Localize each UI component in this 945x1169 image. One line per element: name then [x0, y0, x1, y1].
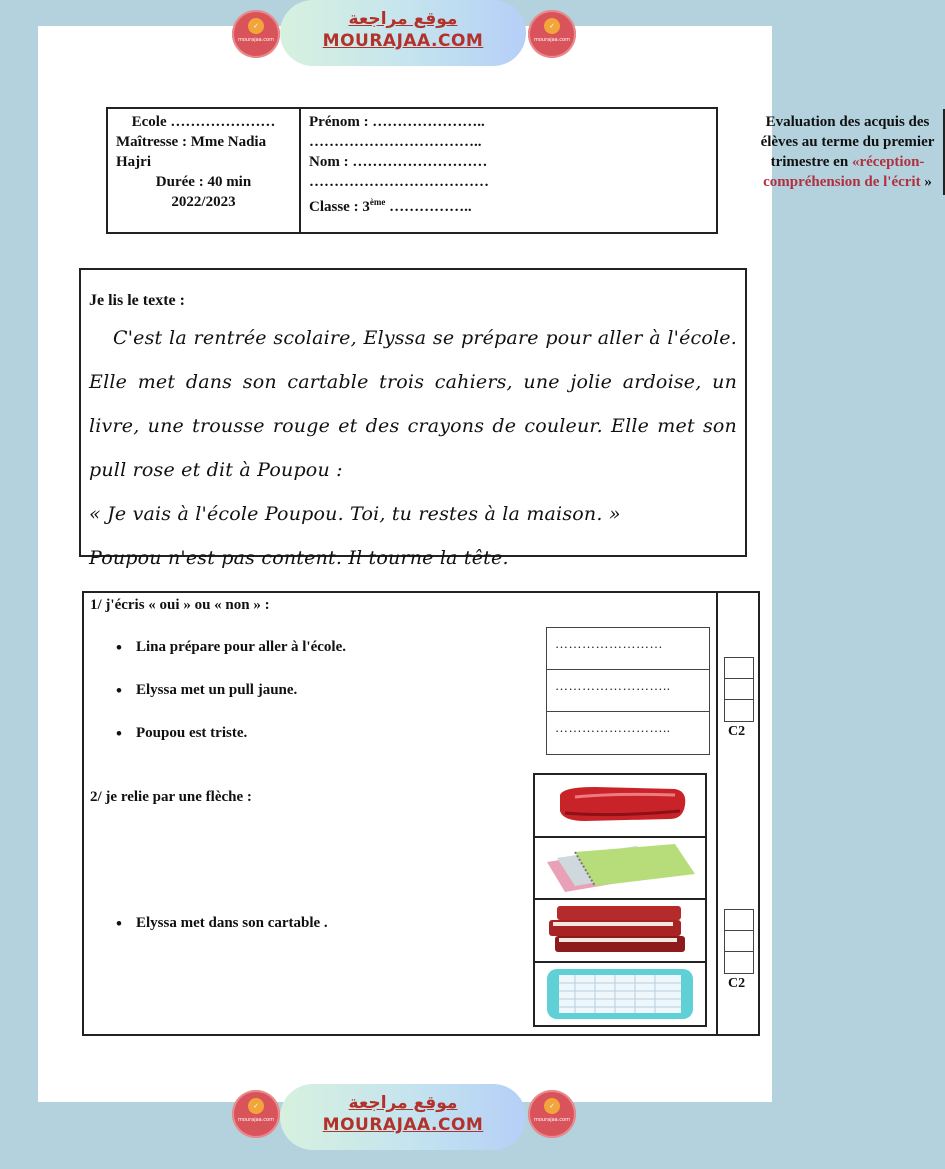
- site-banner-top[interactable]: [230, 0, 580, 72]
- answer-field-2[interactable]: ……………………..: [547, 670, 709, 712]
- reading-text-box: [79, 268, 747, 569]
- last-name-field[interactable]: Nom : ………………………: [309, 154, 488, 170]
- answer-boxes: [546, 627, 710, 755]
- statement-2: • Elyssa met un pull jaune.: [136, 682, 297, 699]
- class-field[interactable]: Classe : 3ème ……………..: [309, 197, 472, 215]
- matching-statement: • Elyssa met dans son cartable .: [136, 915, 328, 932]
- quote-close: »: [920, 174, 932, 190]
- criteria-divider: [716, 593, 718, 1034]
- paragraph-3: Poupou n'est pas content. Il tourne la tête.: [89, 547, 509, 569]
- teacher-name: Maîtresse : Mme Nadia Hajri: [116, 134, 267, 170]
- score-grid-2[interactable]: [724, 909, 754, 974]
- reading-text: [89, 316, 737, 580]
- site-link[interactable]: [280, 0, 526, 66]
- school-field: Ecole …………………: [131, 114, 276, 130]
- slate-image[interactable]: [535, 963, 705, 1026]
- evaluation-subject: réception-compréhension de l'écrit: [763, 154, 925, 190]
- exercise-box: [82, 591, 760, 1036]
- first-name-dots: ……………………………..: [309, 134, 482, 150]
- books-image[interactable]: [535, 900, 705, 963]
- school-info: [108, 109, 301, 232]
- score-grid-1[interactable]: [724, 657, 754, 722]
- site-name: MOURAJAA.COM: [322, 1115, 484, 1135]
- school-year: 2022/2023: [171, 194, 236, 210]
- site-name-arabic: موقع مراجعة: [348, 9, 458, 29]
- evaluation-text: Evaluation des acquis des élèves au terme du premier trimestre en: [760, 114, 935, 170]
- question-2: 2/ je relie par une flèche :: [90, 789, 252, 805]
- last-name-dots: ………………………………: [309, 174, 489, 190]
- answer-field-1[interactable]: ……………………: [547, 628, 709, 670]
- first-name-field[interactable]: Prénom : …………………..: [309, 114, 485, 130]
- site-logo-icon: ✓ mourajaa.com: [528, 10, 576, 58]
- site-logo-icon: ✓ mourajaa.com: [232, 10, 280, 58]
- paragraph-2: « Je vais à l'école Poupou. Toi, tu restes à la maison. »: [89, 503, 621, 525]
- quote-open: «: [851, 154, 860, 170]
- student-info: [301, 109, 716, 232]
- statement-1: • Lina prépare pour aller à l'école.: [136, 639, 346, 656]
- site-link[interactable]: [280, 1084, 526, 1150]
- criterion-label-1: C2: [728, 724, 746, 739]
- picture-column: [533, 773, 707, 1027]
- site-banner-bottom[interactable]: [230, 1080, 580, 1152]
- site-logo-icon: ✓ mourajaa.com: [528, 1090, 576, 1138]
- paragraph-1: C'est la rentrée scolaire, Elyssa se prépare pour aller à l'école. Elle met dans son cartable trois cahiers, une jolie ardoise, un livre, une trousse rouge et des crayons de couleur. Elle met son pull rose et dit à Poupou :: [89, 327, 737, 481]
- pencil-case-image[interactable]: [535, 775, 705, 838]
- duration: Durée : 40 min: [155, 174, 252, 190]
- question-1: 1/ j'écris « oui » ou « non » :: [90, 597, 270, 613]
- header-table: [106, 107, 935, 234]
- criterion-label-2: C2: [728, 976, 746, 991]
- site-name: MOURAJAA.COM: [322, 31, 484, 51]
- site-name-arabic: موقع مراجعة: [348, 1093, 458, 1113]
- notebooks-image[interactable]: [535, 838, 705, 901]
- statement-3: • Poupou est triste.: [136, 725, 247, 742]
- reading-title: Je lis le texte :: [89, 292, 185, 309]
- answer-field-3[interactable]: ……………………..: [555, 720, 671, 735]
- evaluation-title: [752, 109, 945, 195]
- site-logo-icon: ✓ mourajaa.com: [232, 1090, 280, 1138]
